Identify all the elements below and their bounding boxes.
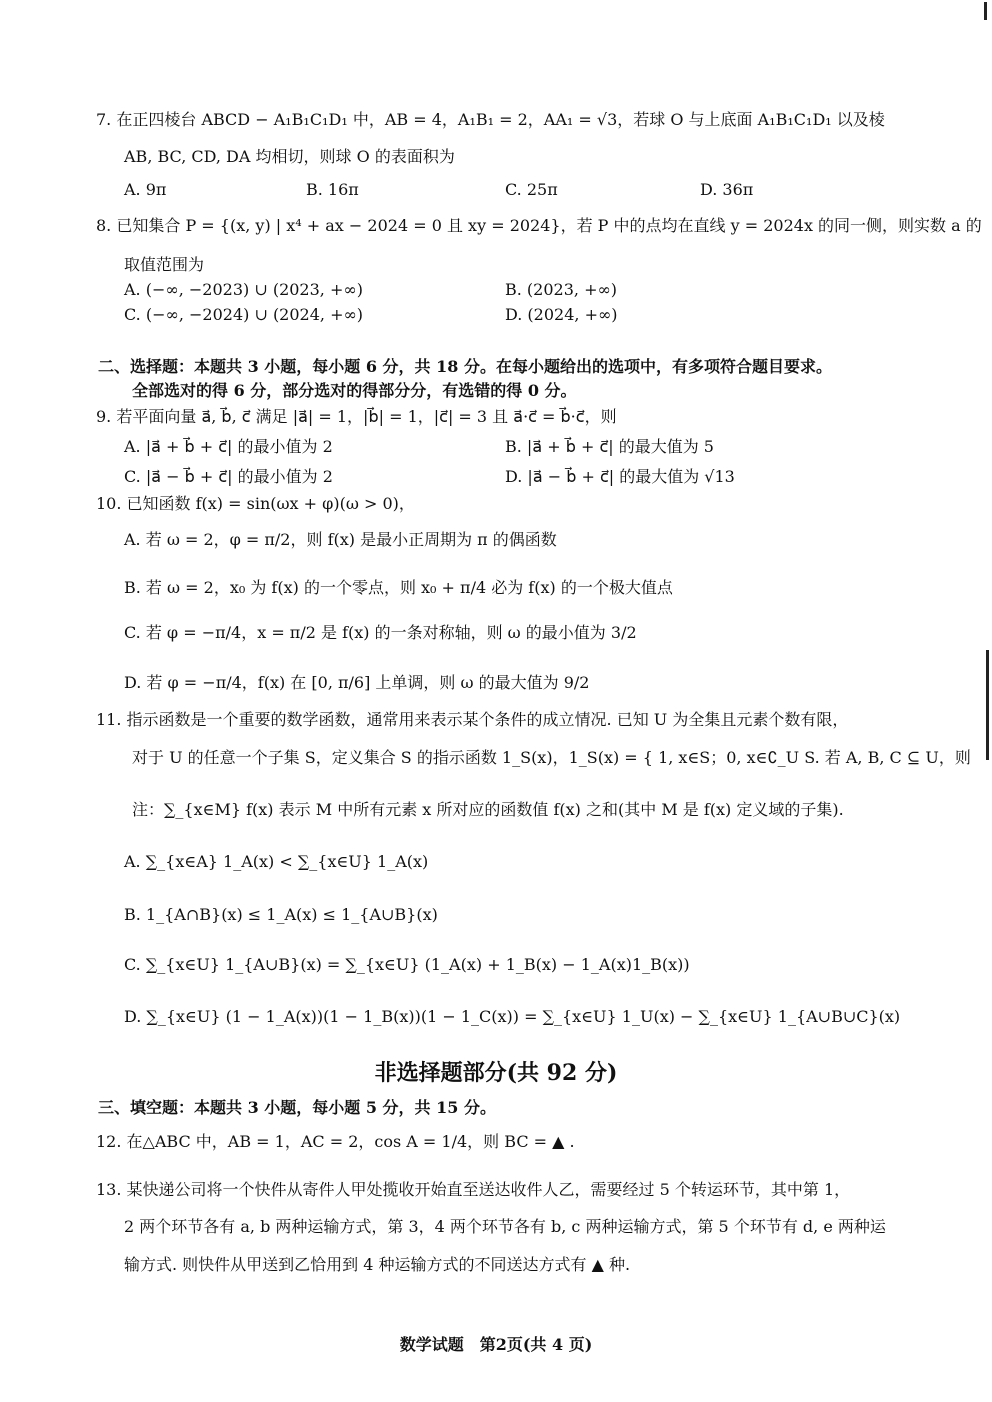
q9-stem: 9. 若平面向量 a⃗, b⃗, c⃗ 满足 |a⃗| = 1，|b⃗| = 1，|c⃗| = 3 且 a⃗·c⃗ = b⃗·c⃗，则 — [96, 407, 617, 426]
q8-option-d: D. (2024, +∞) — [505, 305, 618, 324]
q11-line1: 11. 指示函数是一个重要的数学函数，通常用来表示某个条件的成立情况. 已知 U 为全集且元素个数有限， — [96, 710, 849, 729]
q8-option-c: C. (−∞, −2024) ∪ (2024, +∞) — [124, 305, 364, 324]
q10-option-c: C. 若 φ = −π/4，x = π/2 是 f(x) 的一条对称轴，则 ω 的最小值为 3/2 — [124, 623, 637, 642]
q10-option-a: A. 若 ω = 2，φ = π/2，则 f(x) 是最小正周期为 π 的偶函数 — [124, 530, 557, 549]
q12: 12. 在△ABC 中，AB = 1，AC = 2，cos A = 1/4，则 BC = ▲ . — [96, 1132, 575, 1151]
q10-option-d: D. 若 φ = −π/4，f(x) 在 [0, π/6] 上单调，则 ω 的最大值为 9/2 — [124, 673, 590, 692]
q8-line2: 取值范围为 — [124, 255, 205, 274]
section2-header-line1: 二、选择题：本题共 3 小题，每小题 6 分，共 18 分。在每小题给出的选项中，有多项符合题目要求。 — [98, 357, 832, 376]
q10-option-b: B. 若 ω = 2，x₀ 为 f(x) 的一个零点，则 x₀ + π/4 必为 f(x) 的一个极大值点 — [124, 578, 673, 597]
q11-note: 注：∑_{x∈M} f(x) 表示 M 中所有元素 x 所对应的函数值 f(x) 之和(其中 M 是 f(x) 定义域的子集). — [132, 800, 844, 819]
scan-edge-mark-middle — [986, 650, 989, 760]
q13-line1: 13. 某快递公司将一个快件从寄件人甲处揽收开始直至送达收件人乙，需要经过 5 个转运环节，其中第 1， — [96, 1180, 851, 1199]
part-title: 非选择题部分(共 92 分) — [374, 1060, 618, 1086]
q10-stem: 10. 已知函数 f(x) = sin(ωx + φ)(ω > 0)， — [96, 494, 415, 513]
q11-option-b: B. 1_{A∩B}(x) ≤ 1_A(x) ≤ 1_{A∪B}(x) — [124, 905, 438, 924]
q9-option-c: C. |a⃗ − b⃗ + c⃗| 的最小值为 2 — [124, 467, 333, 486]
q9-option-a: A. |a⃗ + b⃗ + c⃗| 的最小值为 2 — [124, 437, 333, 456]
q8-option-b: B. (2023, +∞) — [505, 280, 618, 299]
q7-line2: AB, BC, CD, DA 均相切，则球 O 的表面积为 — [124, 147, 455, 166]
q7-line1: 7. 在正四棱台 ABCD − A₁B₁C₁D₁ 中，AB = 4，A₁B₁ = 2，AA₁ = √3，若球 O 与上底面 A₁B₁C₁D₁ 以及棱 — [96, 110, 885, 129]
q7-option-b: B. 16π — [306, 180, 359, 199]
q11-option-d: D. ∑_{x∈U} (1 − 1_A(x))(1 − 1_B(x))(1 − 1_C(x)) = ∑_{x∈U} 1_U(x) − ∑_{x∈U} 1_{A∪B∪C}(x) — [124, 1007, 901, 1026]
q8-option-a: A. (−∞, −2023) ∪ (2023, +∞) — [124, 280, 363, 299]
q11-option-c: C. ∑_{x∈U} 1_{A∪B}(x) = ∑_{x∈U} (1_A(x) + 1_B(x) − 1_A(x)1_B(x)) — [124, 955, 690, 974]
q7-option-c: C. 25π — [505, 180, 558, 199]
q9-option-b: B. |a⃗ + b⃗ + c⃗| 的最大值为 5 — [505, 437, 714, 456]
q7-option-a: A. 9π — [124, 180, 167, 199]
q11-option-a: A. ∑_{x∈A} 1_A(x) < ∑_{x∈U} 1_A(x) — [124, 852, 429, 871]
q9-option-d: D. |a⃗ − b⃗ + c⃗| 的最大值为 √13 — [505, 467, 735, 486]
section2-header-line2: 全部选对的得 6 分，部分选对的得部分分，有选错的得 0 分。 — [132, 381, 577, 400]
q13-line2: 2 两个环节各有 a, b 两种运输方式，第 3，4 两个环节各有 b, c 两种运输方式，第 5 个环节有 d, e 两种运 — [124, 1217, 886, 1236]
q11-line2: 对于 U 的任意一个子集 S，定义集合 S 的指示函数 1_S(x)，1_S(x) = { 1, x∈S；0, x∈∁_U S. 若 A, B, C ⊆ U，则 — [132, 748, 971, 767]
page-footer: 数学试题 第2页(共 4 页) — [399, 1335, 593, 1354]
q8-line1: 8. 已知集合 P = {(x, y) | x⁴ + ax − 2024 = 0 且 xy = 2024}，若 P 中的点均在直线 y = 2024x 的同一侧，则实数 a 的 — [96, 216, 982, 235]
section3-header: 三、填空题：本题共 3 小题，每小题 5 分，共 15 分。 — [98, 1098, 496, 1117]
q7-option-d: D. 36π — [700, 180, 754, 199]
q13-line3: 输方式. 则快件从甲送到乙恰用到 4 种运输方式的不同送达方式有 ▲ 种. — [124, 1255, 631, 1274]
scan-edge-mark-top — [984, 2, 987, 20]
